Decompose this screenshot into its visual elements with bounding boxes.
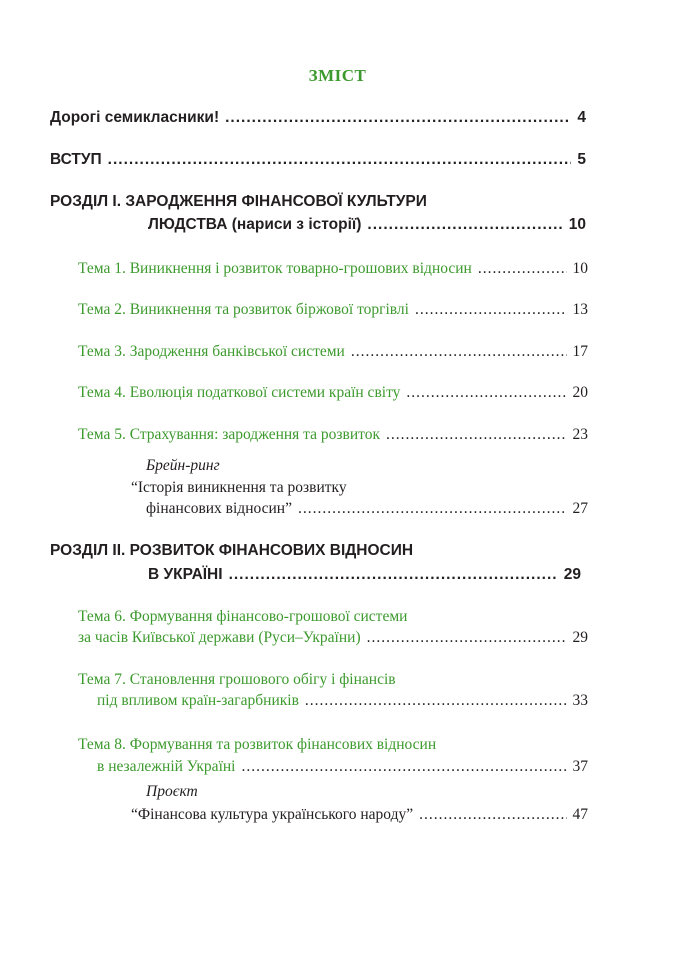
toc-page-number: 20 xyxy=(572,384,588,401)
leader-dots xyxy=(241,758,566,776)
leader-dots xyxy=(386,426,567,444)
project-label: Проєкт xyxy=(146,783,198,800)
project-title: “Фінансова культура українського народу” xyxy=(131,806,414,823)
toc-page-number: 33 xyxy=(572,692,588,709)
toc-entry-topic-7[interactable] xyxy=(97,692,588,710)
toc-entry-topic-8[interactable] xyxy=(97,758,588,776)
section-1-heading-line1[interactable]: РОЗДІЛ І. ЗАРОДЖЕННЯ ФІНАНСОВОЇ КУЛЬТУРИ xyxy=(50,193,427,210)
topic-6-line2: за часів Київської держави (Руси–України) xyxy=(78,629,361,646)
leader-dots xyxy=(419,806,566,824)
toc-entry-topic-4[interactable] xyxy=(78,384,588,402)
toc-entry-text: Тема 5. Страхування: зародження та розвиток xyxy=(78,426,380,443)
toc-entry-topic-6[interactable] xyxy=(78,629,588,647)
toc-entry-text: Дорогі семикласники! xyxy=(50,109,220,126)
toc-entry-topic-2[interactable] xyxy=(78,301,588,319)
toc-page-number: 5 xyxy=(577,151,586,168)
topic-6-line1[interactable]: Тема 6. Формування фінансово-грошової системи xyxy=(78,608,408,625)
topic-8-line2: в незалежній Україні xyxy=(97,758,236,775)
leader-dots xyxy=(108,151,572,169)
topic-7-line1[interactable]: Тема 7. Становлення грошового обігу і фінансів xyxy=(78,671,396,688)
brain-ring-label: Брейн-ринг xyxy=(146,457,220,474)
toc-page-number: 23 xyxy=(572,426,588,443)
toc-entry-text: Тема 2. Виникнення та розвиток біржової торгівлі xyxy=(78,301,409,318)
toc-entry-brain-ring[interactable] xyxy=(146,500,588,518)
leader-dots xyxy=(406,384,566,402)
toc-entry-topic-1[interactable] xyxy=(78,260,588,278)
section-2-heading-line1[interactable]: РОЗДІЛ ІІ. РОЗВИТОК ФІНАНСОВИХ ВІДНОСИН xyxy=(50,542,414,559)
brain-ring-title-line1[interactable]: “Історія виникнення та розвитку xyxy=(131,479,347,496)
toc-page-number: 27 xyxy=(572,500,588,517)
toc-page-number: 17 xyxy=(572,343,588,360)
topic-8-line1[interactable]: Тема 8. Формування та розвиток фінансових відносин xyxy=(78,736,437,753)
toc-page-number: 4 xyxy=(577,109,586,126)
toc-entry-section-2[interactable] xyxy=(148,566,581,584)
leader-dots xyxy=(367,629,567,647)
leader-dots xyxy=(351,343,567,361)
leader-dots xyxy=(229,566,558,584)
toc-page-number: 10 xyxy=(572,260,588,277)
brain-ring-title-line2: фінансових відносин” xyxy=(146,500,292,517)
toc-entry-topic-5[interactable] xyxy=(78,426,588,444)
toc-entry-text: Тема 4. Еволюція податкової системи країн світу xyxy=(78,384,401,401)
toc-page-number: 13 xyxy=(572,301,588,318)
toc-entry-intro-letter[interactable] xyxy=(50,109,586,127)
toc-page-number: 29 xyxy=(572,629,588,646)
leader-dots xyxy=(478,260,567,278)
toc-page-number: 47 xyxy=(572,806,588,823)
topic-7-line2: під впливом країн-загарбників xyxy=(97,692,299,709)
page-title: ЗМІСТ xyxy=(308,66,367,85)
toc-entry-section-1[interactable] xyxy=(148,216,586,234)
leader-dots xyxy=(367,216,562,234)
toc-entry-topic-3[interactable] xyxy=(78,343,588,361)
toc-entry-text: Тема 3. Зародження банківської системи xyxy=(78,343,345,360)
toc-page-number: 37 xyxy=(572,758,588,775)
leader-dots xyxy=(298,500,567,518)
leader-dots xyxy=(305,692,567,710)
toc-entry-vstup[interactable] xyxy=(50,151,586,169)
toc-page-number: 29 xyxy=(563,566,581,583)
toc-entry-text: ВСТУП xyxy=(50,151,102,168)
section-1-heading-line2: ЛЮДСТВА (нариси з історії) xyxy=(148,216,362,233)
toc-entry-project[interactable] xyxy=(131,806,588,824)
section-2-heading-line2: В УКРАЇНІ xyxy=(148,566,223,583)
leader-dots xyxy=(225,109,571,127)
leader-dots xyxy=(415,301,567,319)
toc-entry-text: Тема 1. Виникнення і розвиток товарно-грошових відносин xyxy=(78,260,472,277)
toc-page-number: 10 xyxy=(568,216,586,233)
